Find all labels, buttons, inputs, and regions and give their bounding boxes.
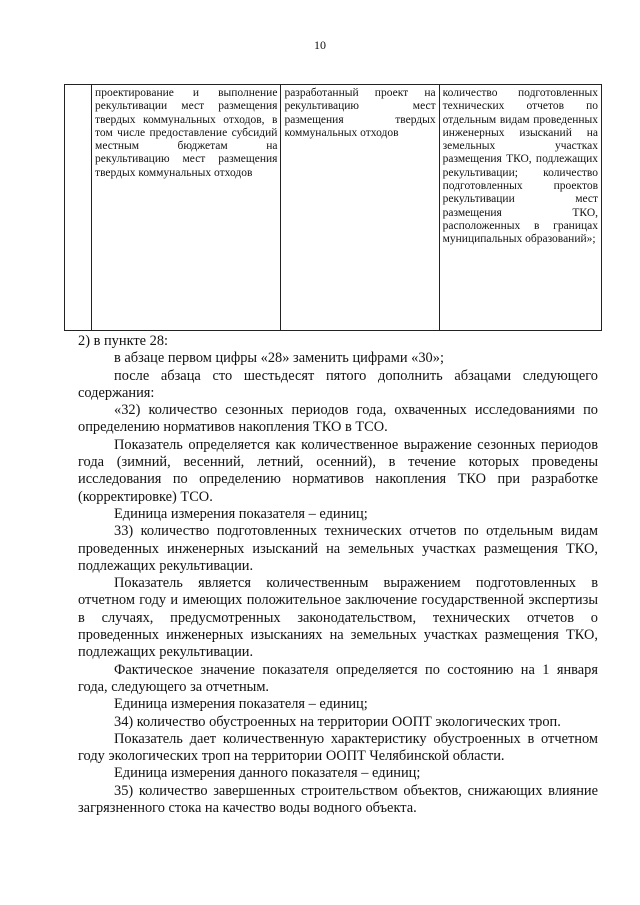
table-cell-measure <box>92 85 281 331</box>
table-row <box>65 85 602 331</box>
paragraph: Фактическое значение показателя определяется по состоянию на 1 января года, следующего за отчетным. <box>78 661 598 695</box>
table-cell-indicator <box>439 85 601 331</box>
paragraph: «32) количество сезонных периодов года, охваченных исследованиями по определению нормативов накопления ТКО в ТСО. <box>78 402 598 436</box>
paragraph: 2) в пункте 28: <box>78 333 169 349</box>
paragraph: Показатель является количественным выражением подготовленных в отчетном году и имеющих положительное заключение государственной экспертизы в случаях, предусмотренных законодательством, технических отчетов о проведенных инженерных изысканиях на земельных участках размещения ТКО, подлежащих рекультивации. <box>78 575 598 661</box>
paragraph: Показатель определяется как количественное выражение сезонных периодов года (зимний, весенний, летний, осенний), в течение которых проведены исследования по определению нормативов накопления ТКО при разработке (корректировке) ТСО. <box>78 436 598 505</box>
table-cell-number <box>65 85 92 331</box>
paragraph: 33) количество подготовленных технических отчетов по отдельным видам проведенных инженерных изысканий на земельных участках размещения ТКО, подлежащих рекультивации. <box>78 523 598 574</box>
paragraph: Единица измерения показателя – единиц; <box>114 696 368 713</box>
paragraph: Единица измерения данного показателя – единиц; <box>114 765 421 782</box>
cell-indicator-text: количество подготовленных технических отчетов по отдельным видам проведенных инженерных изысканий на земельных участках размещения ТКО, подлежащих рекультивации; количество подготовленных проектов рекультивации мест размещения ТКО, расположенных в границах муниципальных образований»; <box>442 87 598 246</box>
document-body <box>78 333 598 817</box>
paragraph: 35) количество завершенных строительством объектов, снижающих влияние загрязненного стока на качество воды водного объекта. <box>78 782 598 817</box>
page-number: 10 <box>314 38 326 52</box>
indicator-table <box>64 84 602 331</box>
paragraph: Показатель дает количественную характеристику обустроенных в отчетном году экологических троп на территории ООПТ Челябинской области. <box>78 730 598 765</box>
paragraph: после абзаца сто шестьдесят пятого дополнить абзацами следующего содержания: <box>78 367 598 401</box>
table-cell-result <box>281 85 439 331</box>
paragraph: 34) количество обустроенных на территории ООПТ экологических троп. <box>114 713 561 730</box>
continuation-table <box>64 84 602 331</box>
cell-result-text: разработанный проект на рекультивацию мест размещения твердых коммунальных отходов <box>284 87 436 139</box>
paragraph: в абзаце первом цифры «28» заменить цифрами «30»; <box>114 350 444 367</box>
paragraph: Единица измерения показателя – единиц; <box>114 505 368 522</box>
cell-measure-text: проектирование и выполнение рекультивации мест размещения твердых коммунальных отходов, в том числе предоставление субсидий местным бюджетам на рекультивацию мест размещения твердых коммунальных отходов <box>95 87 278 179</box>
